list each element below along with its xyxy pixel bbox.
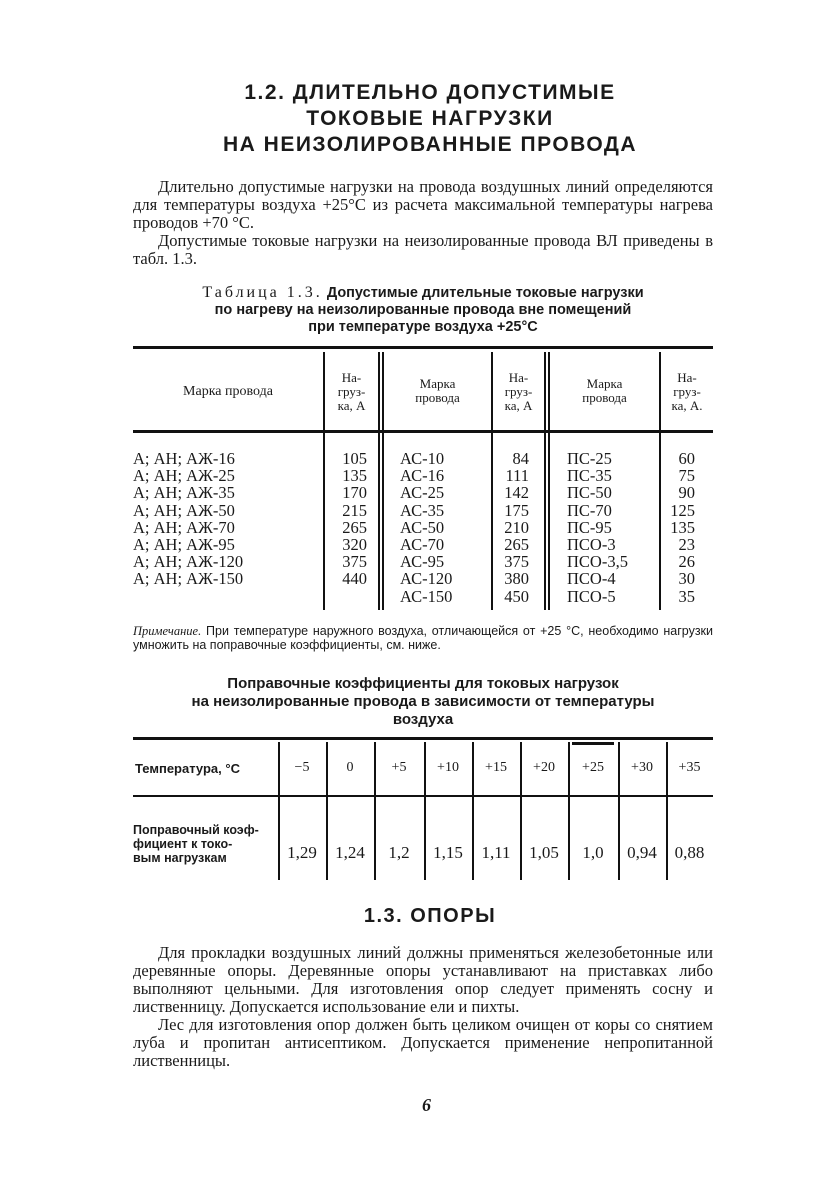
temperature-cell: +25: [582, 760, 604, 775]
table-cell: 170: [342, 483, 367, 503]
table-cell: 111: [505, 466, 529, 486]
page-number: 6: [422, 1095, 431, 1115]
table-cell: 265: [342, 517, 367, 537]
table-cell: 375: [504, 552, 529, 572]
table-cell: АС-120: [400, 569, 453, 589]
highlight-rule: [572, 742, 614, 745]
table-rule: [133, 430, 713, 433]
table-cell: 265: [504, 535, 529, 555]
temperature-cell: +15: [485, 760, 507, 775]
table-cell: АС-35: [400, 500, 445, 520]
table-cell: 23: [678, 535, 695, 555]
caption-line: воздуха: [392, 711, 454, 728]
header-cell: На- груз- ка, А.: [671, 370, 703, 413]
table-cell: 105: [342, 449, 367, 468]
table-cell: ПС-70: [567, 500, 612, 520]
section2-title: 1.3. ОПОРЫ: [363, 905, 497, 927]
table-note: [133, 624, 713, 652]
table-cell: 375: [342, 552, 367, 572]
table-cell: АС-50: [400, 517, 445, 537]
coefficient-cell: 1,11: [481, 843, 511, 862]
header-cell: Марка провода: [582, 376, 627, 405]
table-cell: ПСО-3: [567, 535, 616, 555]
table-cell: А; АН; АЖ-35: [133, 483, 235, 503]
table-cell: 450: [504, 586, 529, 606]
table-rule: [133, 795, 713, 797]
table-cell: А; АН; АЖ-95: [133, 535, 235, 555]
column-wire-brand-3: [567, 450, 657, 605]
table-cell: 320: [342, 535, 367, 555]
table-cell: 210: [504, 517, 529, 537]
temperature-cell: +10: [437, 760, 459, 775]
column-load-2: [493, 450, 529, 605]
temperature-cell: 0: [346, 760, 354, 775]
table-cell: 135: [670, 517, 695, 537]
coefficient-cell: 0,88: [674, 843, 705, 862]
title-line: НА НЕИЗОЛИРОВАННЫЕ ПРОВОДА: [222, 133, 638, 156]
table-cell: 125: [670, 500, 695, 520]
note-label: Примечание.: [133, 624, 202, 638]
table-cell: 84: [512, 449, 529, 468]
table-cell: А; АН; АЖ-120: [133, 552, 244, 572]
table-cell: АС-95: [400, 552, 445, 572]
column-wire-brand-1: [133, 450, 318, 588]
header-cell: На- груз- ка, А: [337, 370, 366, 413]
table-rule: [133, 737, 713, 740]
coefficient-label: Поправочный коэф- фициент к токо- вым нагрузкам: [133, 823, 259, 865]
table-cell: 75: [678, 466, 695, 486]
table-cell: 135: [342, 466, 367, 486]
table-cell: АС-10: [400, 449, 445, 468]
table-cell: 90: [678, 483, 695, 503]
table-cell: ПС-50: [567, 483, 612, 503]
temperature-label: Температура, °С: [135, 761, 240, 776]
table-cell: 30: [678, 569, 695, 589]
coefficient-cell: 1,24: [335, 843, 365, 862]
table-rule: [133, 346, 713, 349]
table-cell: 26: [678, 552, 695, 572]
coefficient-cell: 1,0: [582, 843, 604, 862]
caption-line: на неизолированные провода в зависимости от температуры: [191, 693, 655, 710]
paragraph: Для прокладки воздушных линий должны применяться железобетонные или деревянные опоры. Деревянные опоры устанавливают на приставках либо выполняют цельными. Для изготовления опор следует применять сосну и лиственницу. Допускается использование ели и пихты.: [133, 943, 713, 1016]
column-divider: [378, 352, 380, 610]
temperature-cell: +35: [678, 760, 701, 775]
caption-line: Поправочные коэффициенты для токовых нагрузок: [227, 675, 619, 692]
note-text: При температуре наружного воздуха, отличающейся от +25 °С, необходимо нагрузки умножить на поправочные коэффициенты, см. ниже.: [133, 624, 713, 652]
coefficient-cell: 1,29: [287, 843, 317, 862]
table-cell: АС-25: [400, 483, 445, 503]
coefficient-cell: 1,2: [388, 843, 410, 862]
caption-line: при температуре воздуха +25°С: [308, 319, 538, 335]
table-cell: ПСО-3,5: [567, 552, 628, 572]
table2-caption: [133, 675, 713, 729]
paragraph: Лес для изготовления опор должен быть целиком очищен от коры со снятием луба и пропитан антисептиком. Допускается применение непропитанной лиственницы.: [133, 1015, 713, 1070]
table-cell: ПСО-4: [567, 569, 616, 589]
table-cell: ПС-95: [567, 517, 612, 537]
section-title: [0, 80, 840, 158]
table-cell: 215: [342, 500, 367, 520]
table-cell: А; АН; АЖ-70: [133, 517, 235, 537]
caption-line: Допустимые длительные токовые нагрузки: [326, 285, 644, 301]
paragraph: Длительно допустимые нагрузки на провода воздушных линий определяются для температуры воздуха +25°С из расчета максимальной температуры нагрева проводов +70 °С.: [133, 177, 713, 232]
table-cell: ПСО-5: [567, 586, 616, 606]
table-cell: 175: [504, 500, 529, 520]
temperature-cell: −5: [294, 760, 310, 775]
title-line: ТОКОВЫЕ НАГРУЗКИ: [306, 107, 554, 130]
table-cell: 380: [504, 569, 529, 589]
header-cell: На- груз- ка, А: [504, 370, 533, 413]
coefficient-cell: 0,94: [627, 843, 657, 862]
table1-caption: [133, 284, 713, 336]
header-cell: Марка провода: [183, 384, 273, 399]
column-wire-brand-2: [400, 450, 490, 605]
temperature-cell: +20: [533, 760, 555, 775]
paragraph: Допустимые токовые нагрузки на неизолированные провода ВЛ приведены в табл. 1.3.: [133, 231, 713, 268]
caption-label: Таблица 1.3.: [202, 284, 323, 301]
temperature-cell: +5: [391, 760, 407, 775]
header-cell: Марка провода: [415, 376, 460, 405]
table-cell: 440: [342, 569, 367, 589]
table-cell: 35: [678, 586, 695, 606]
section2-text: [133, 944, 713, 1070]
intro-text: [133, 178, 713, 268]
temperature-cell: +30: [631, 760, 653, 775]
table-cell: ПС-35: [567, 466, 612, 486]
table-cell: АС-150: [400, 586, 453, 606]
coefficient-cell: 1,15: [433, 843, 463, 862]
table-cell: А; АН; АЖ-150: [133, 569, 244, 589]
column-load-3: [661, 450, 695, 605]
table-cell: А; АН; АЖ-16: [133, 449, 235, 468]
column-load-1: [325, 450, 367, 588]
table-cell: АС-16: [400, 466, 445, 486]
column-divider: [544, 352, 546, 610]
table-cell: АС-70: [400, 535, 445, 555]
title-line: 1.2. ДЛИТЕЛЬНО ДОПУСТИМЫЕ: [244, 81, 616, 104]
table-cell: ПС-25: [567, 449, 612, 468]
caption-line: по нагреву на неизолированные провода вне помещений: [214, 302, 632, 318]
table-cell: А; АН; АЖ-50: [133, 500, 235, 520]
coefficient-cell: 1,05: [529, 843, 559, 862]
table-cell: А; АН; АЖ-25: [133, 466, 235, 486]
table-cell: 60: [678, 449, 695, 468]
table-cell: 142: [504, 483, 529, 503]
